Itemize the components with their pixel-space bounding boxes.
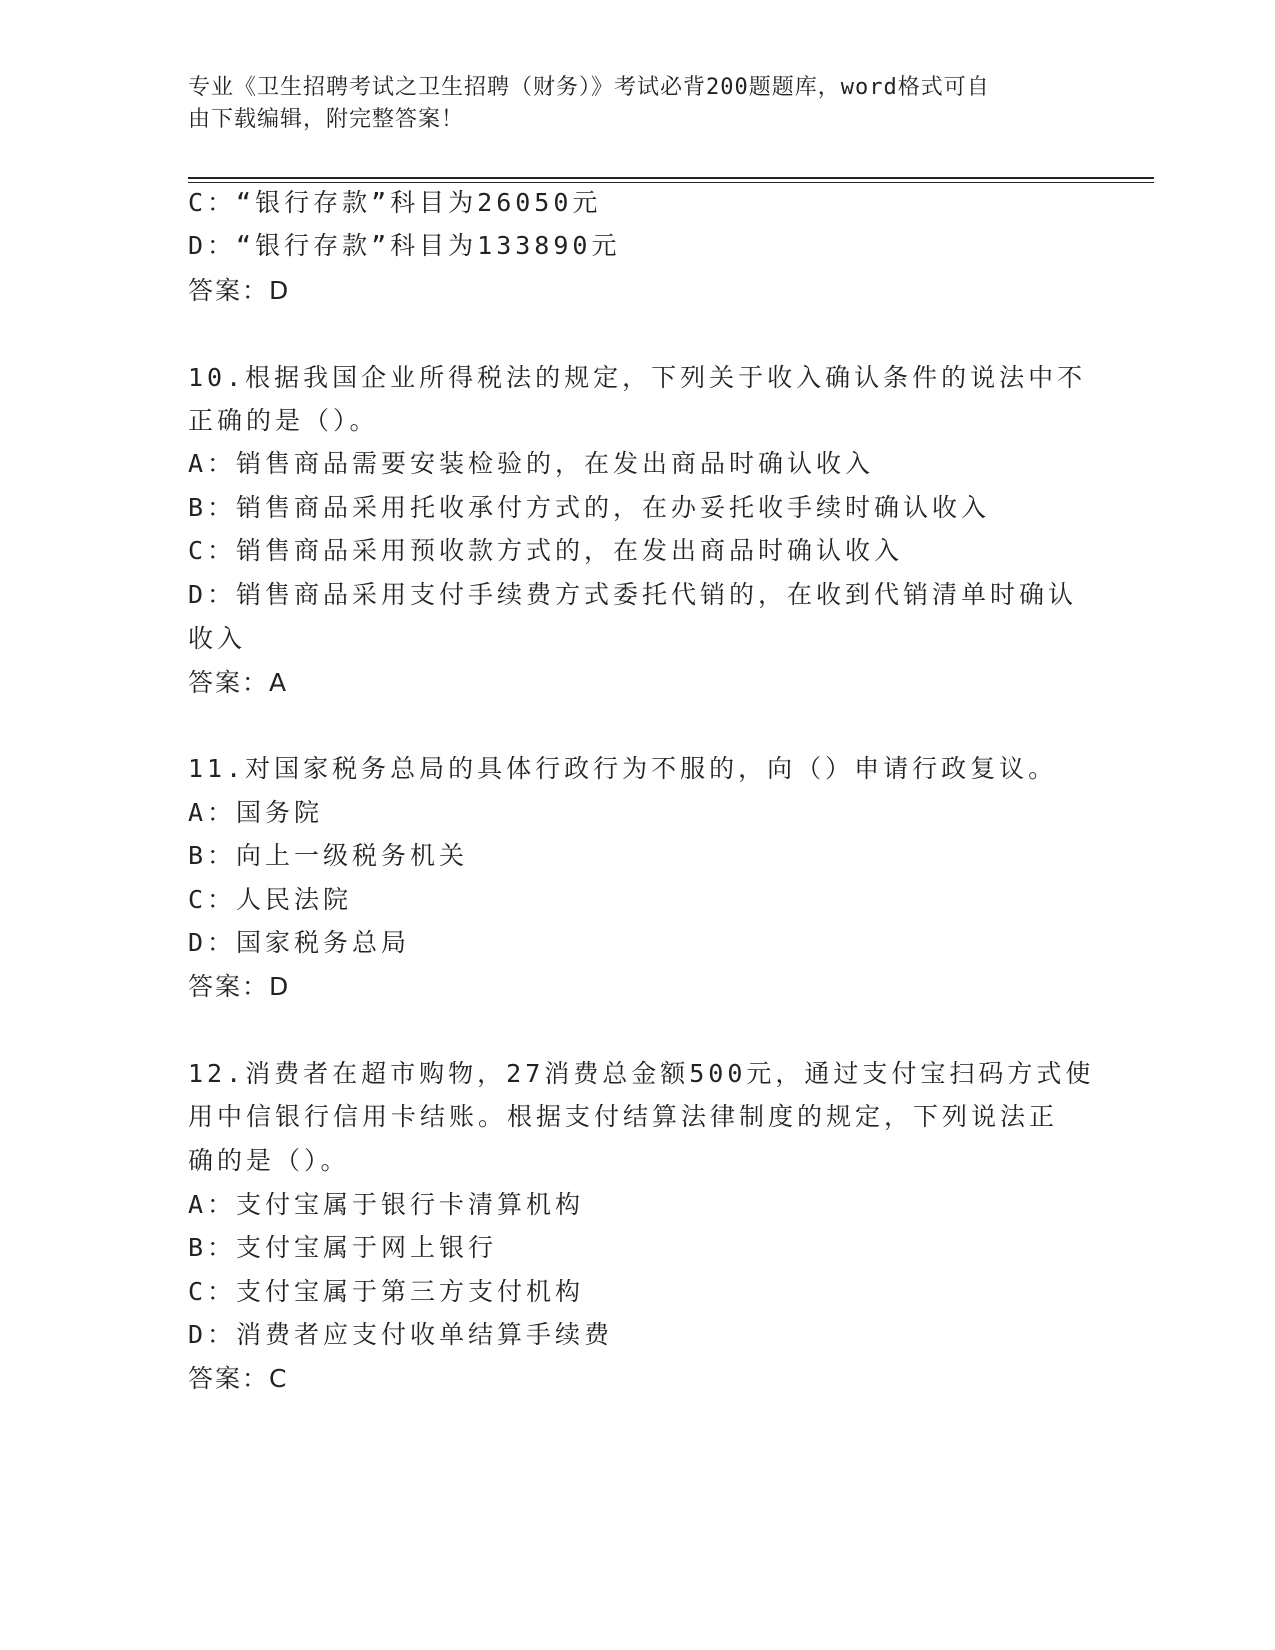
q12-stem-line-1: 12.消费者在超市购物，27消费总金额500元，通过支付宝扫码方式使	[188, 1059, 1095, 1088]
document-header	[188, 72, 1068, 136]
prev-answer: 答案：D	[188, 276, 291, 305]
q12-option-d: D：消费者应支付收单结算手续费	[188, 1320, 614, 1349]
q11-option-b: B：向上一级税务机关	[188, 841, 469, 870]
q12-option-c: C：支付宝属于第三方支付机构	[188, 1277, 585, 1306]
q11-answer: 答案：D	[188, 972, 291, 1001]
q11-option-c: C：人民法院	[188, 885, 353, 914]
q12-option-b: B：支付宝属于网上银行	[188, 1233, 498, 1262]
header-divider-thick	[188, 177, 1154, 179]
prev-option-d: D：“银行存款”科目为133890元	[188, 231, 621, 260]
q10-stem-line-2: 正确的是（）。	[188, 406, 379, 435]
q10-option-d-line-2: 收入	[188, 624, 247, 653]
q12-stem-line-3: 确的是（）。	[188, 1146, 350, 1175]
q10-option-b: B：销售商品采用托收承付方式的，在办妥托收手续时确认收入	[188, 493, 991, 522]
q10-option-d-line-1: D：销售商品采用支付手续费方式委托代销的，在收到代销清单时确认	[188, 580, 1078, 609]
q10-option-a: A：销售商品需要安装检验的，在发出商品时确认收入	[188, 449, 875, 478]
q10-stem-line-1: 10.根据我国企业所得税法的规定，下列关于收入确认条件的说法中不	[188, 363, 1087, 392]
q11-option-d: D：国家税务总局	[188, 928, 411, 957]
q12-option-a: A：支付宝属于银行卡清算机构	[188, 1190, 585, 1219]
q12-answer: 答案：C	[188, 1364, 289, 1393]
q11-stem: 11.对国家税务总局的具体行政行为不服的，向（）申请行政复议。	[188, 754, 1058, 783]
header-line-1: 专业《卫生招聘考试之卫生招聘（财务）》考试必背200题题库，word格式可自	[188, 75, 990, 100]
q10-answer: 答案：A	[188, 668, 289, 697]
q10-option-c: C：销售商品采用预收款方式的，在发出商品时确认收入	[188, 536, 904, 565]
q11-option-a: A：国务院	[188, 798, 324, 827]
header-line-2: 由下载编辑，附完整答案！	[188, 107, 465, 132]
q12-stem-line-2: 用中信银行信用卡结账。根据支付结算法律制度的规定，下列说法正	[188, 1102, 1059, 1131]
prev-option-c: C：“银行存款”科目为26050元	[188, 188, 602, 217]
